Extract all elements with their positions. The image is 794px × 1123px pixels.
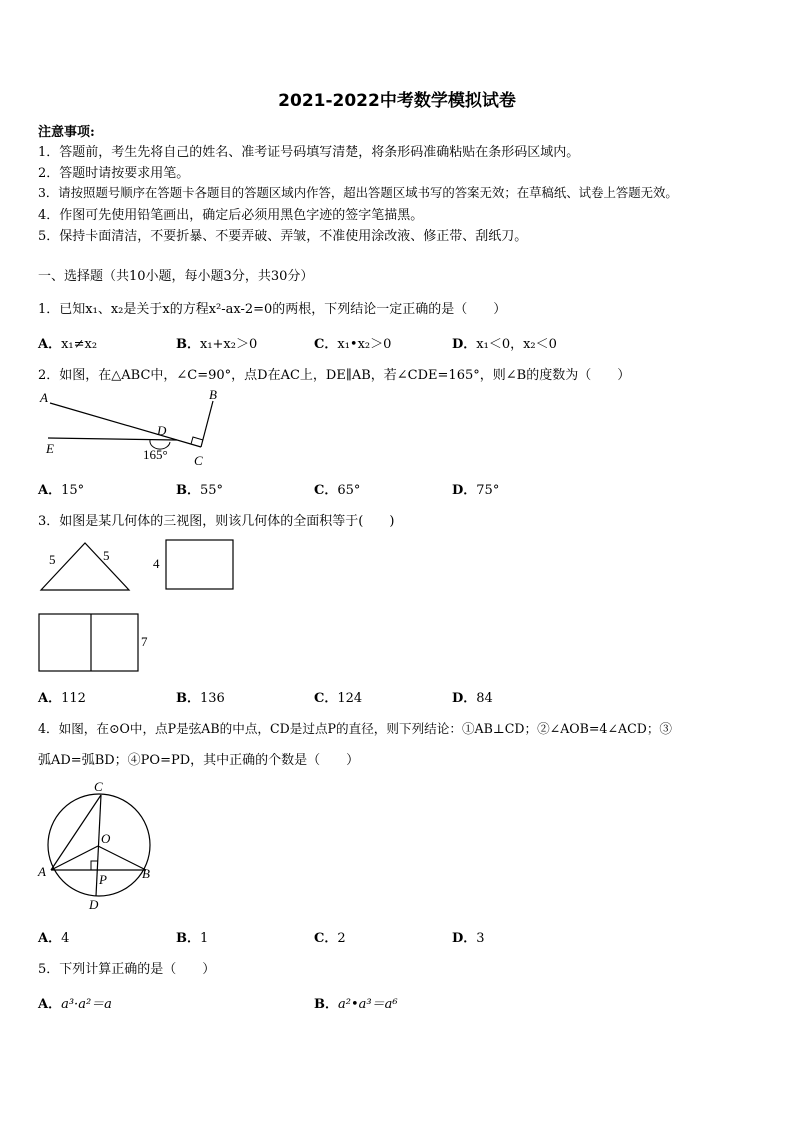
question-3-stem: 3．如图是某几何体的三视图，则该几何体的全面积等于( ) [38, 514, 395, 529]
question-2-option-a[interactable]: A．15° [38, 483, 85, 498]
notice-item: 5．保持卡面清洁，不要折暴、不要弄破、弄皱，不准使用涂改液、修正带、刮纸刀。 [38, 229, 528, 244]
question-1-option-b[interactable]: B．x₁+x₂＞0 [176, 337, 258, 352]
point-a-label: A [38, 864, 46, 879]
point-e-label: E [46, 441, 54, 456]
point-b-label: B [142, 866, 150, 881]
question-5-option-b[interactable]: B．a²•a³＝a⁶ [314, 997, 398, 1012]
point-p-label: P [99, 872, 107, 887]
question-1-option-a[interactable]: A．x₁≠x₂ [38, 337, 98, 352]
dimension-label: 7 [141, 634, 148, 649]
notice-heading: 注意事项: [38, 125, 95, 140]
question-4-option-c[interactable]: C．2 [314, 931, 346, 946]
question-5-option-a[interactable]: A．a³·a²＝a [38, 997, 112, 1012]
point-c-label: C [94, 779, 103, 794]
question-4-stem-line-2: 弧AD=弧BD；④PO=PD，其中正确的个数是（ ） [38, 753, 360, 768]
question-3-option-a[interactable]: A．112 [38, 691, 86, 706]
question-2-option-b[interactable]: B．55° [176, 483, 224, 498]
angle-label: 165° [143, 447, 168, 462]
question-2-option-d[interactable]: D．75° [452, 483, 500, 498]
notice-item: 1．答题前，考生先将自己的姓名、准考证号码填写清楚，将条形码准确粘贴在条形码区域内。 [38, 145, 580, 160]
section-heading: 一、选择题（共10小题，每小题3分，共30分） [38, 269, 314, 284]
notice-item: 3．请按照题号顺序在答题卡各题目的答题区域内作答，超出答题区域书写的答案无效；在草稿纸、试卷上答题无效。 [38, 185, 678, 200]
question-3-option-c[interactable]: C．124 [314, 691, 363, 706]
question-2-option-c[interactable]: C．65° [314, 483, 361, 498]
point-b-label: B [209, 387, 217, 402]
question-5-stem: 5．下列计算正确的是（ ） [38, 962, 216, 977]
page-title: 2021-2022中考数学模拟试卷 [278, 91, 516, 111]
question-1-option-d[interactable]: D．x₁＜0，x₂＜0 [452, 337, 557, 352]
question-1-option-c[interactable]: C．x₁•x₂＞0 [314, 337, 392, 352]
question-3-option-d[interactable]: D．84 [452, 691, 493, 706]
dimension-label: 5 [103, 548, 110, 563]
point-d-label: D [157, 423, 167, 438]
question-1-stem: 1．已知x₁、x₂是关于x的方程x²-ax-2=0的两根，下列结论一定正确的是（ ） [38, 302, 507, 317]
dimension-label: 4 [153, 556, 160, 571]
question-4-stem-line-1: 4．如图，在⊙O中，点P是弦AB的中点，CD是过点P的直径，则下列结论：①AB⊥CD；②∠AOB=4∠ACD；③ [38, 721, 673, 736]
notice-item: 2．答题时请按要求用笔。 [38, 166, 190, 181]
point-o-label: O [101, 831, 111, 846]
question-2-stem: 2．如图，在△ABC中，∠C=90°，点D在AC上，DE∥AB，若∠CDE=165°，则∠B的度数为（ ） [38, 368, 631, 383]
question-4-option-a[interactable]: A．4 [38, 931, 70, 946]
dimension-label: 5 [49, 552, 56, 567]
question-4-option-d[interactable]: D．3 [452, 931, 485, 946]
notice-item: 4．作图可先使用铅笔画出，确定后必须用黑色字迹的签字笔描黑。 [38, 208, 424, 223]
question-4-option-b[interactable]: B．1 [176, 931, 209, 946]
question-3-option-b[interactable]: B．136 [176, 691, 225, 706]
point-a-label: A [40, 390, 48, 405]
point-c-label: C [194, 453, 203, 468]
point-d-label: D [89, 897, 99, 912]
